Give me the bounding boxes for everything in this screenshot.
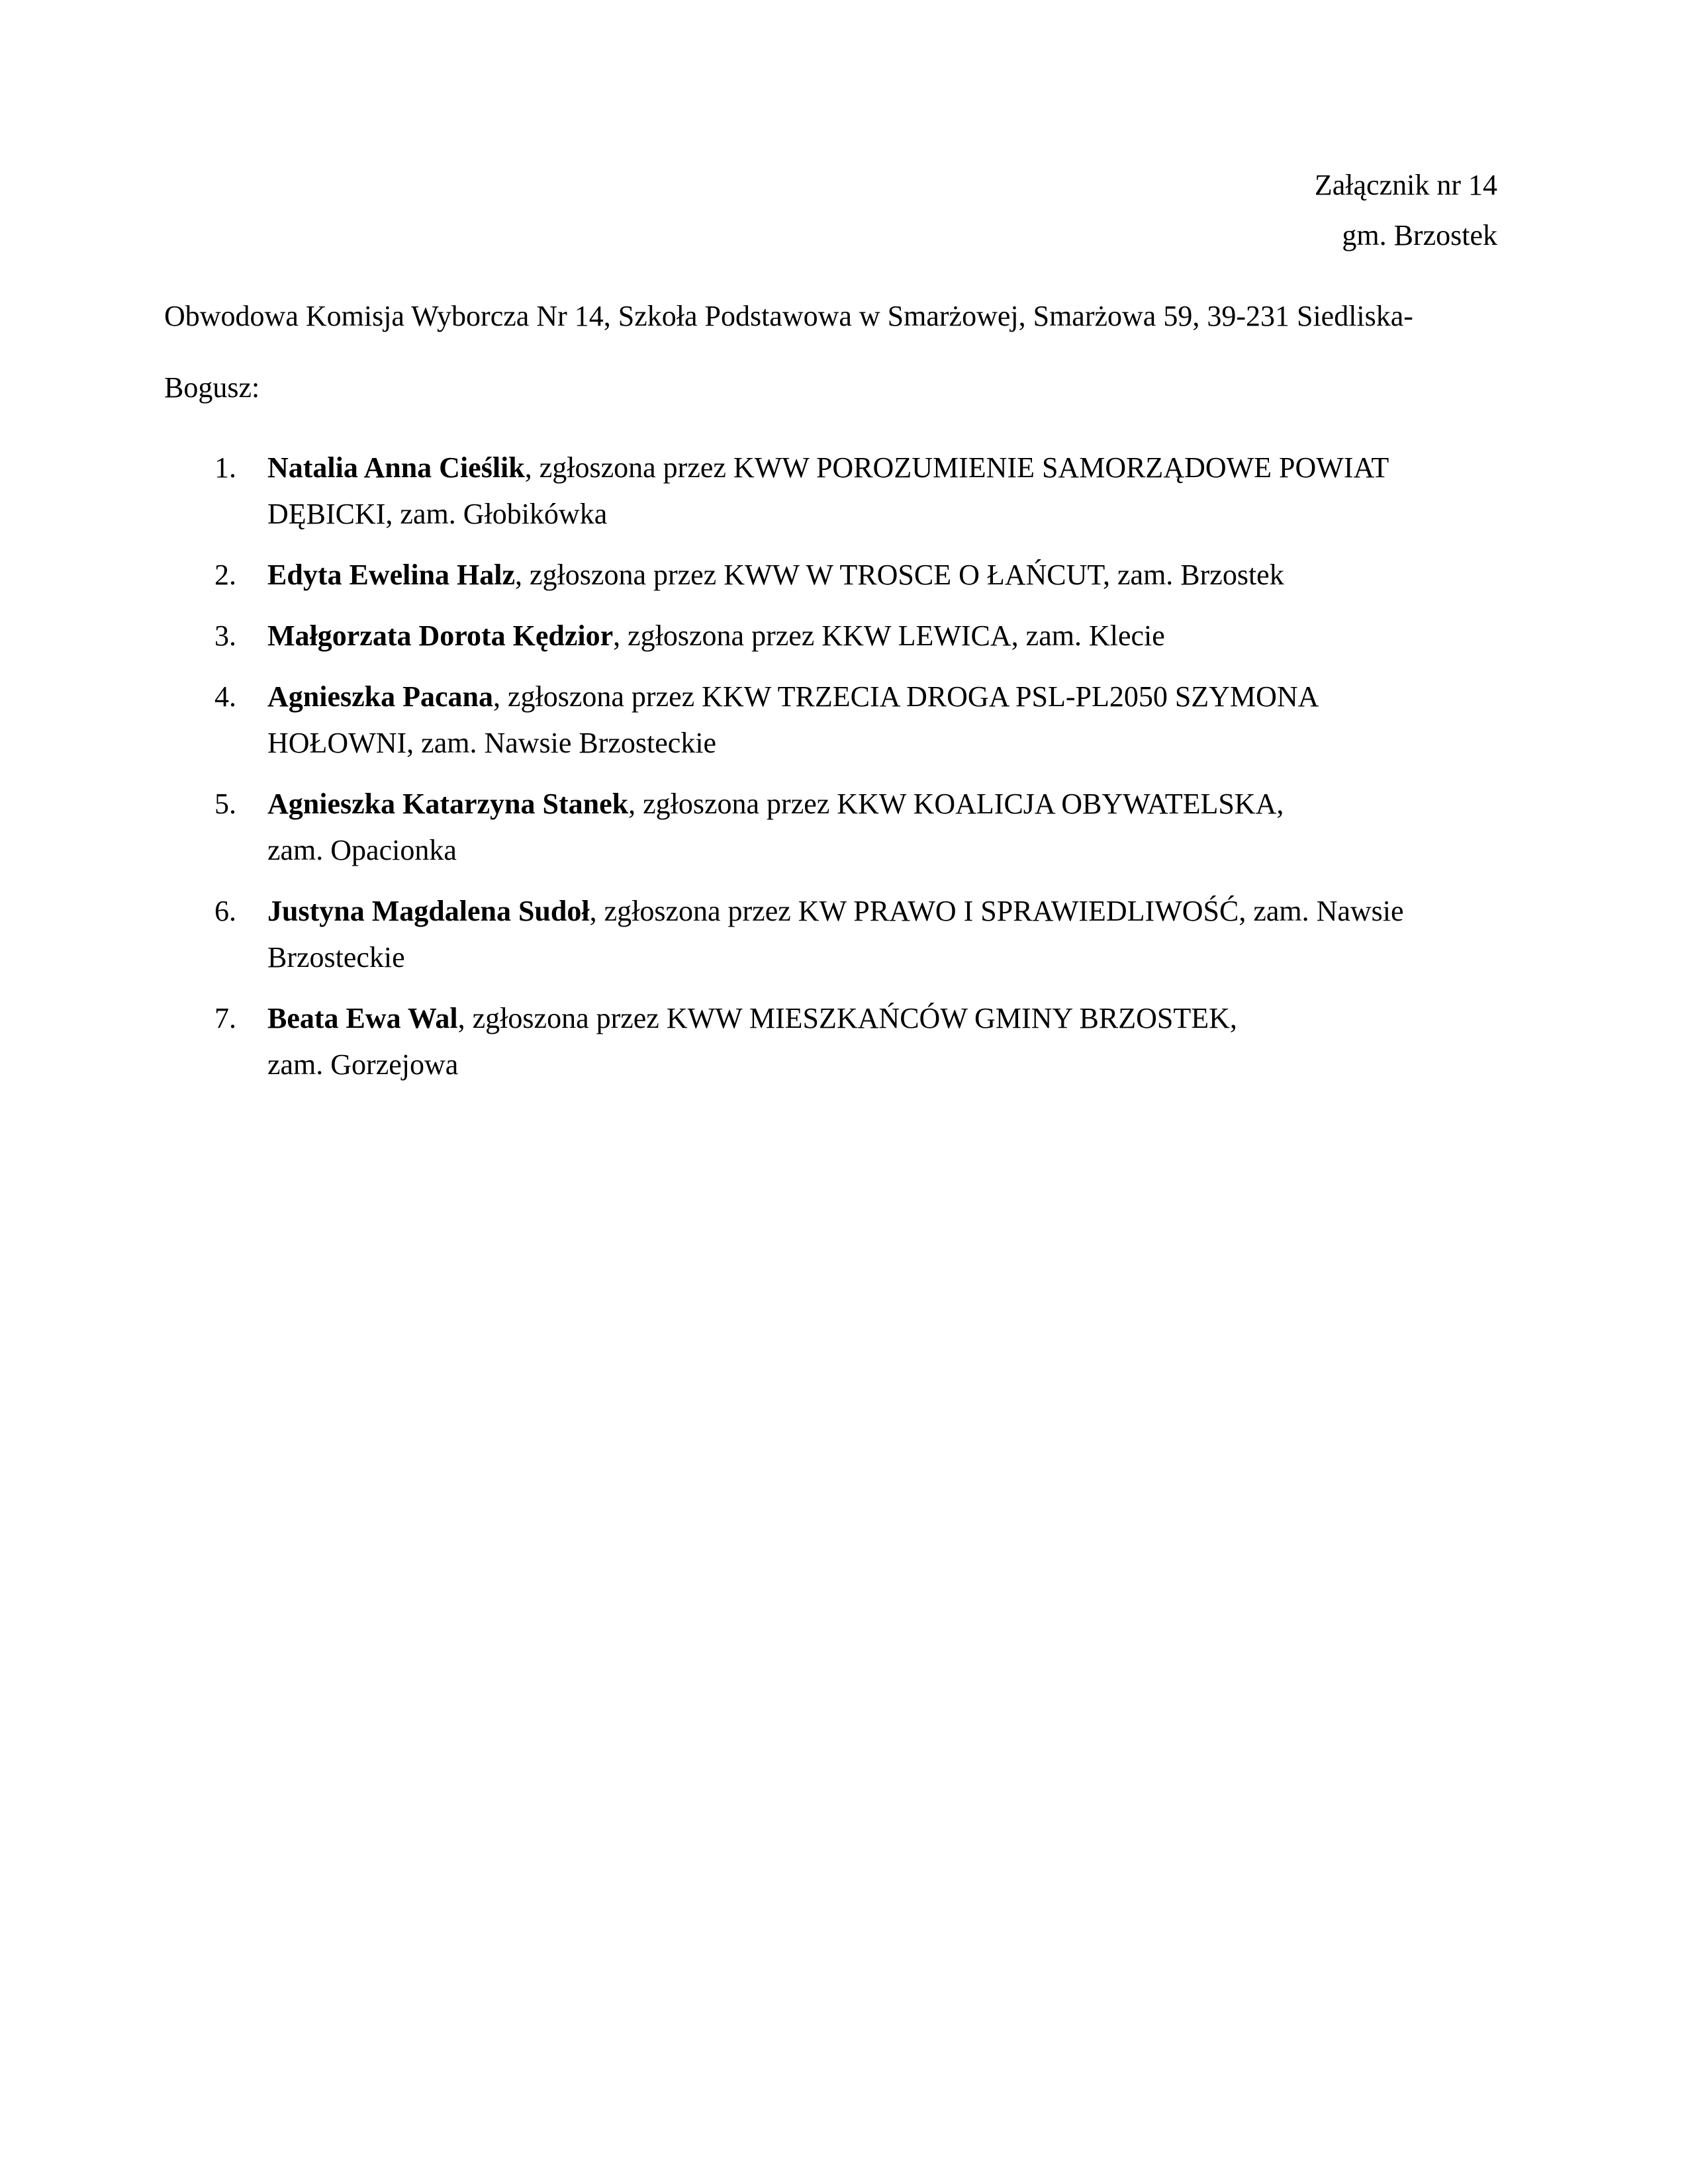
- member-details-continued: zam. Gorzejowa: [267, 1048, 459, 1081]
- members-list: [164, 445, 1508, 1103]
- member-name: Agnieszka Katarzyna Stanek: [267, 788, 629, 820]
- attachment-header: [1315, 160, 1497, 261]
- member-item: [164, 445, 1508, 537]
- member-number: 1.: [214, 451, 236, 484]
- member-number: 2.: [214, 559, 236, 591]
- member-details: , zgłoszona przez KW PRAWO I SPRAWIEDLIWOŚĆ, zam. Nawsie: [589, 895, 1404, 927]
- member-item: [164, 674, 1508, 766]
- member-item: [164, 995, 1508, 1088]
- member-details-continued: Brzosteckie: [267, 941, 405, 974]
- member-item: [164, 888, 1508, 981]
- member-name: Małgorzata Dorota Kędzior: [267, 619, 614, 652]
- member-item: [164, 613, 1508, 659]
- member-details-continued: HOŁOWNI, zam. Nawsie Brzosteckie: [267, 727, 717, 759]
- attachment-number: Załącznik nr 14: [1314, 169, 1497, 201]
- member-number: 3.: [214, 619, 236, 652]
- member-details-continued: DĘBICKI, zam. Głobikówka: [267, 498, 608, 530]
- member-number: 7.: [214, 1002, 236, 1034]
- member-details: , zgłoszona przez KKW TRZECIA DROGA PSL-PL2050 SZYMONA: [493, 680, 1319, 713]
- member-details: , zgłoszona przez KWW W TROSCE O ŁAŃCUT, zam. Brzostek: [515, 559, 1284, 591]
- member-name: Beata Ewa Wal: [267, 1002, 458, 1034]
- member-details: , zgłoszona przez KKW LEWICA, zam. Klecie: [613, 619, 1165, 652]
- member-number: 4.: [214, 680, 236, 713]
- member-item: [164, 552, 1508, 598]
- member-name: Natalia Anna Cieślik: [267, 451, 525, 484]
- member-details-continued: zam. Opacionka: [267, 834, 457, 866]
- member-name: Edyta Ewelina Halz: [267, 559, 516, 591]
- member-number: 5.: [214, 788, 236, 820]
- member-name: Agnieszka Pacana: [267, 680, 493, 713]
- member-details: , zgłoszona przez KKW KOALICJA OBYWATELSKA,: [628, 788, 1284, 820]
- member-item: [164, 781, 1508, 874]
- member-details: , zgłoszona przez KWW POROZUMIENIE SAMORZĄDOWE POWIAT: [524, 451, 1389, 484]
- member-details: , zgłoszona przez KWW MIESZKAŃCÓW GMINY BRZOSTEK,: [457, 1002, 1237, 1034]
- commission-description: Obwodowa Komisja Wyborcza Nr 14, Szkoła Podstawowa w Smarżowej, Smarżowa 59, 39-231 Siedliska-Bogusz:: [164, 300, 1413, 404]
- member-number: 6.: [214, 895, 236, 927]
- municipality: gm. Brzostek: [1342, 219, 1497, 251]
- member-name: Justyna Magdalena Sudoł: [267, 895, 590, 927]
